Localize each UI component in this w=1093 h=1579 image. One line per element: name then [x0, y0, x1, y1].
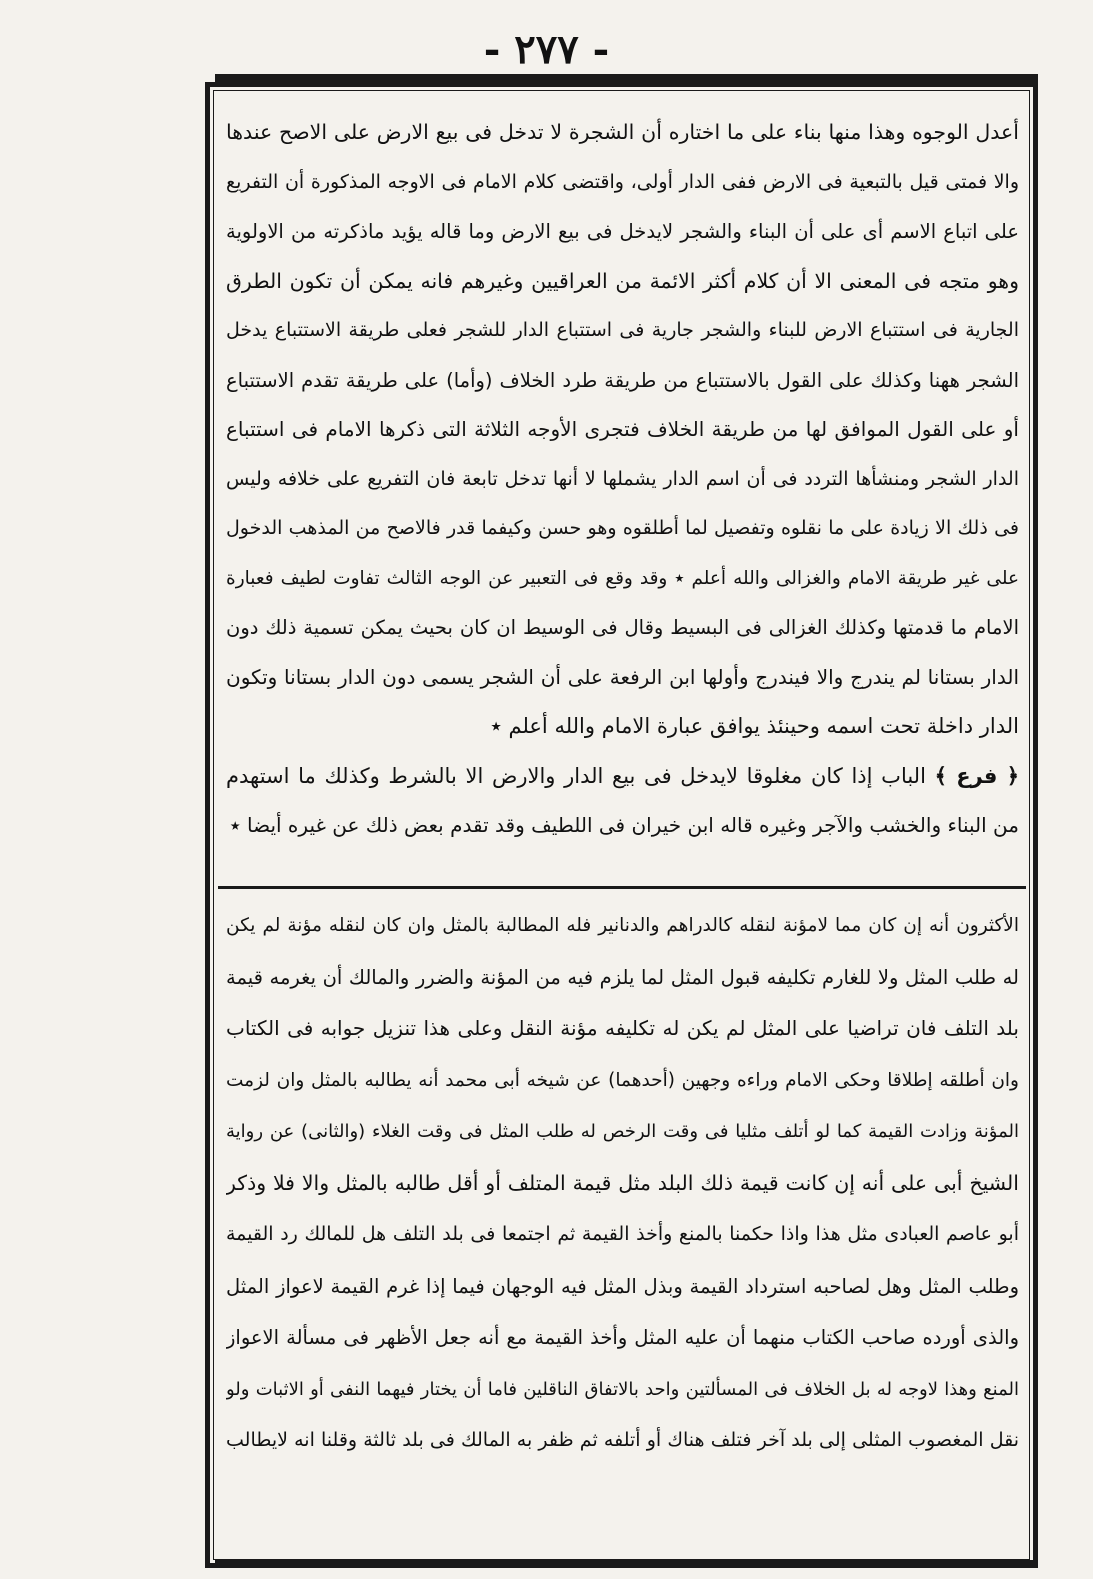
text-line: الأكثرون أنه إن كان مما لامؤنة لنقله كالدراهم والدنانير فله المطالبة بالمثل وان كان لنقله مؤنة لم يكن — [226, 915, 1019, 936]
section-divider — [218, 886, 1026, 889]
text-line: المؤنة وزادت القيمة كما لو أتلف مثليا فى وقت الرخص له طلب المثل فى وقت الغلاء (والثانى) عن رواية — [226, 1121, 1019, 1142]
text-line: وان أطلقه إطلاقا وحكى الامام وراءه وجهين (أحدهما) عن شيخه أبى محمد أنه يطالبه بالمثل وان لزمت — [226, 1069, 1019, 1091]
text-line: على غير طريقة الامام والغزالى والله أعلم ٭ وقد وقع فى التعبير عن الوجه الثالث تفاوت لطيف فعبارة — [226, 567, 1019, 589]
main-text-section — [226, 108, 1019, 851]
text-line: الدار داخلة تحت اسمه وحينئذ يوافق عبارة الامام والله أعلم ٭ — [490, 714, 1019, 738]
text-line: فى ذلك الا زيادة على ما نقلوه وتفصيل لما أطلقوه وهو حسن وكيفما قدر فالاصح من المذهب الدخول — [226, 517, 1019, 539]
text-line: المنع وهذا لاوجه له بل الخلاف فى المسألتين واحد بالاتفاق الناقلين فاما أن يختار فيهما النفى أو الاثبات ولو — [226, 1378, 1019, 1400]
text-line: والا فمتى قيل بالتبعية فى الارض ففى الدار أولى، واقتضى كلام الامام فى الاوجه المذكورة أن التفريع — [226, 170, 1019, 193]
text-line: الشجر ههنا وكذلك على القول بالاستتباع من طريقة طرد الخلاف (وأما) على طريقة تقدم الاستتباع — [226, 368, 1019, 392]
branch-line — [226, 752, 1019, 802]
commentary-text-section — [226, 900, 1019, 1467]
text-line: بلد التلف فان تراضيا على المثل لم يكن له تكليفه مؤنة النقل وعلى هذا تنزيل جوابه فى الكتاب — [226, 1016, 1019, 1040]
text-line: وطلب المثل وهل لصاحبه استرداد القيمة وبذل المثل فيه الوجهان فيما إذا غرم القيمة لاعواز المثل — [226, 1274, 1019, 1298]
text-line: أو على القول الموافق لها من طريقة الخلاف فتجرى الأوجه الثلاثة التى ذكرها الامام فى استتباع — [226, 417, 1019, 441]
text-line: الدار بستانا لم يندرج والا فيندرج وأولها ابن الرفعة على أن الشجر يسمى دون الدار بستانا وتكون — [226, 664, 1019, 689]
top-border-rule — [215, 74, 1038, 82]
text-line: الدار الشجر ومنشأها التردد فى أن اسم الدار يشملها لا أنها تدخل تابعة فان التفريع على خلافه وليس — [226, 467, 1019, 490]
text-line: الامام ما قدمتها وكذلك الغزالى فى البسيط وقال فى الوسيط ان كان بحيث يمكن تسمية ذلك دون — [226, 616, 1019, 639]
text-line: أعدل الوجوه وهذا منها بناء على ما اختاره أن الشجرة لا تدخل فى بيع الارض على الاصح عندها — [226, 120, 1019, 144]
text-line: له طلب المثل ولا للغارم تكليفه قبول المثل لما يلزم فيه من المؤنة والضرر والمالك أن يغرمه قيمة — [226, 965, 1019, 989]
bottom-border-rule — [215, 1560, 1038, 1566]
branch-heading: ﴿ فرع ﴾ — [934, 763, 1019, 788]
branch-text: الباب إذا كان مغلوقا لايدخل فى بيع الدار والارض الا بالشرط وكذلك ما استهدم — [226, 763, 926, 788]
text-line: من البناء والخشب والآجر وغيره قاله ابن خيران فى اللطيف وقد تقدم بعض ذلك عن غيره أيضا ٭ — [229, 813, 1019, 837]
page-number: - ٢٧٧ - — [483, 26, 610, 73]
text-line: الشيخ أبى على أنه إن كانت قيمة ذلك البلد مثل قيمة المتلف أو أقل طالبه بالمثل والا فلا وذكر — [226, 1170, 1019, 1195]
text-line: نقل المغصوب المثلى إلى بلد آخر فتلف هناك أو أتلفه ثم ظفر به المالك فى بلد ثالثة وقلنا انه لايطالب — [226, 1429, 1019, 1451]
text-line: الجارية فى استتباع الارض للبناء والشجر جارية فى استتباع الدار للشجر فعلى طريقة الاستتباع يدخل — [226, 319, 1019, 341]
text-line: وهو متجه فى المعنى الا أن كلام أكثر الائمة من العراقيين وغيرهم فانه يمكن أن تكون الطرق — [226, 268, 1019, 293]
text-line: والذى أورده صاحب الكتاب منهما أن عليه المثل وأخذ القيمة مع أنه جعل الأظهر فى مسألة الاعواز — [226, 1326, 1019, 1349]
text-line: أبو عاصم العبادى مثل هذا واذا حكمنا بالمنع وأخذ القيمة ثم اجتمعا فى بلد التلف هل للمالك رد القيمة — [226, 1223, 1019, 1245]
text-line: على اتباع الاسم أى على أن البناء والشجر لايدخل فى بيع الارض وما قاله يؤيد ماذكرته من الاولوية — [226, 220, 1019, 243]
